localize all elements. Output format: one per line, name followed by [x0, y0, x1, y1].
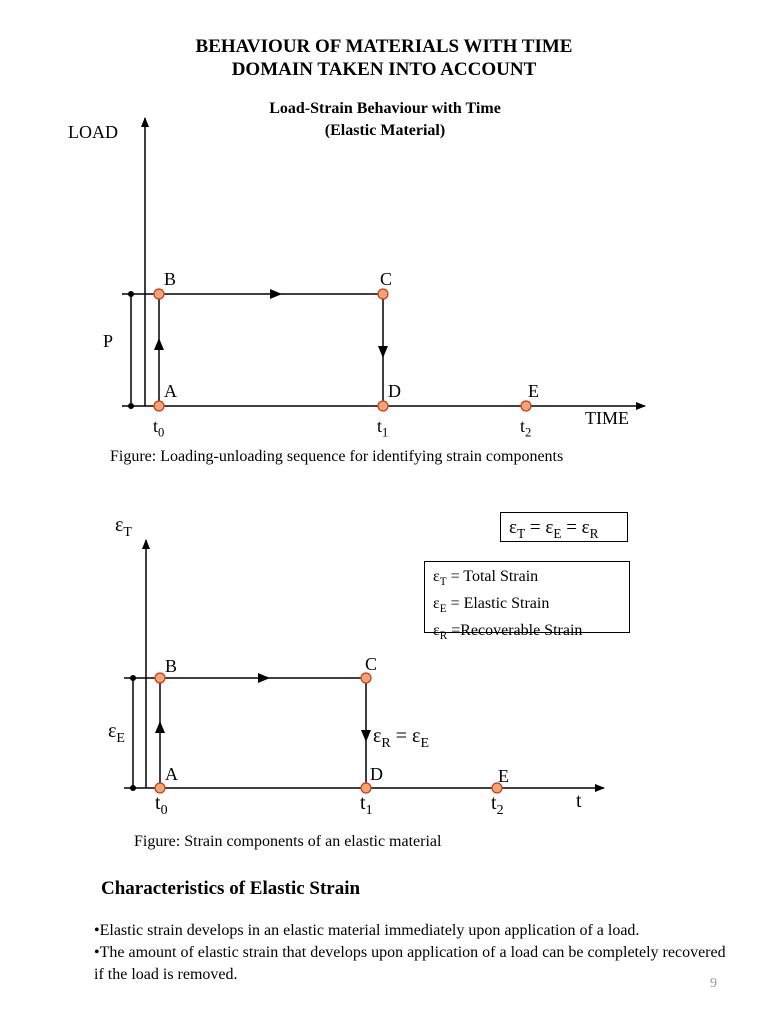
strain-equation-box: $\varepsilon_T = \varepsilon_E = \varepsilon_R$: [500, 512, 628, 542]
bullet-item: •The amount of elastic strain that develops upon application of a load can be completely recovered if the load is removed.: [94, 944, 726, 983]
figure1-t1-label: $t_1$: [377, 416, 389, 440]
figure1-t0-label: $t_0$: [153, 416, 165, 440]
figure1-y-axis-label: LOAD: [68, 122, 118, 142]
section-heading: Characteristics of Elastic Strain: [101, 878, 361, 899]
figure2-caption: Figure: Strain components of an elastic material: [134, 833, 442, 850]
page-title-line-1: BEHAVIOUR OF MATERIALS WITH TIME: [195, 36, 573, 57]
figure1-label-b: B: [164, 269, 177, 289]
figure2-point-b: [155, 673, 165, 683]
page-number: 9: [710, 976, 717, 991]
figure1-p-label: P: [103, 331, 114, 351]
definition-recoverable-strain: $\varepsilon_R$ =Recoverable Strain: [433, 622, 583, 643]
figure2-y-axis-label: $\varepsilon_T$: [115, 514, 132, 540]
bullet-list: [94, 920, 734, 986]
figure1-title-line-1: Load-Strain Behaviour with Time: [269, 100, 501, 117]
figure1-x-axis-label: TIME: [585, 408, 629, 428]
figure1-label-e: E: [528, 381, 539, 401]
figure2-t1-label: $t_1$: [360, 792, 373, 818]
strain-definitions-box: [424, 561, 630, 643]
page-title-line-2: DOMAIN TAKEN INTO ACCOUNT: [231, 59, 537, 80]
figure2-label-b: B: [165, 656, 178, 676]
figure2-label-a: A: [165, 764, 178, 784]
figure2-label-d: D: [370, 764, 383, 784]
figure1-point-d: [378, 401, 388, 411]
figure1-point-e: [521, 401, 531, 411]
figure2-t0-label: $t_0$: [155, 792, 168, 818]
definition-elastic-strain: $\varepsilon_E$ = Elastic Strain: [433, 595, 550, 616]
definition-total-strain: $\varepsilon_T$ = Total Strain: [433, 568, 539, 589]
figure2-t2-label: $t_2$: [491, 792, 504, 818]
figure1-point-a: [154, 401, 164, 411]
figure2-eps-e-label: $\varepsilon_E$: [108, 720, 125, 746]
figure1-caption: Figure: Loading-unloading sequence for identifying strain components: [110, 448, 564, 465]
figure1-label-d: D: [388, 381, 401, 401]
figure1-point-b: [154, 289, 164, 299]
figure1-t2-label: $t_2$: [520, 416, 532, 440]
figure1-title-line-2: (Elastic Material): [324, 122, 446, 139]
figure1-point-c: [378, 289, 388, 299]
figure2-x-axis-label: t: [576, 790, 582, 812]
figure1-label-a: A: [164, 381, 177, 401]
bullet-item: •Elastic strain develops in an elastic material immediately upon application of a load.: [94, 922, 640, 939]
figure2-label-c: C: [365, 654, 378, 674]
figure2-recoverable-equation: $\varepsilon_R = \varepsilon_E$: [373, 725, 429, 751]
figure2-label-e: E: [498, 766, 509, 786]
figure1-label-c: C: [380, 269, 393, 289]
